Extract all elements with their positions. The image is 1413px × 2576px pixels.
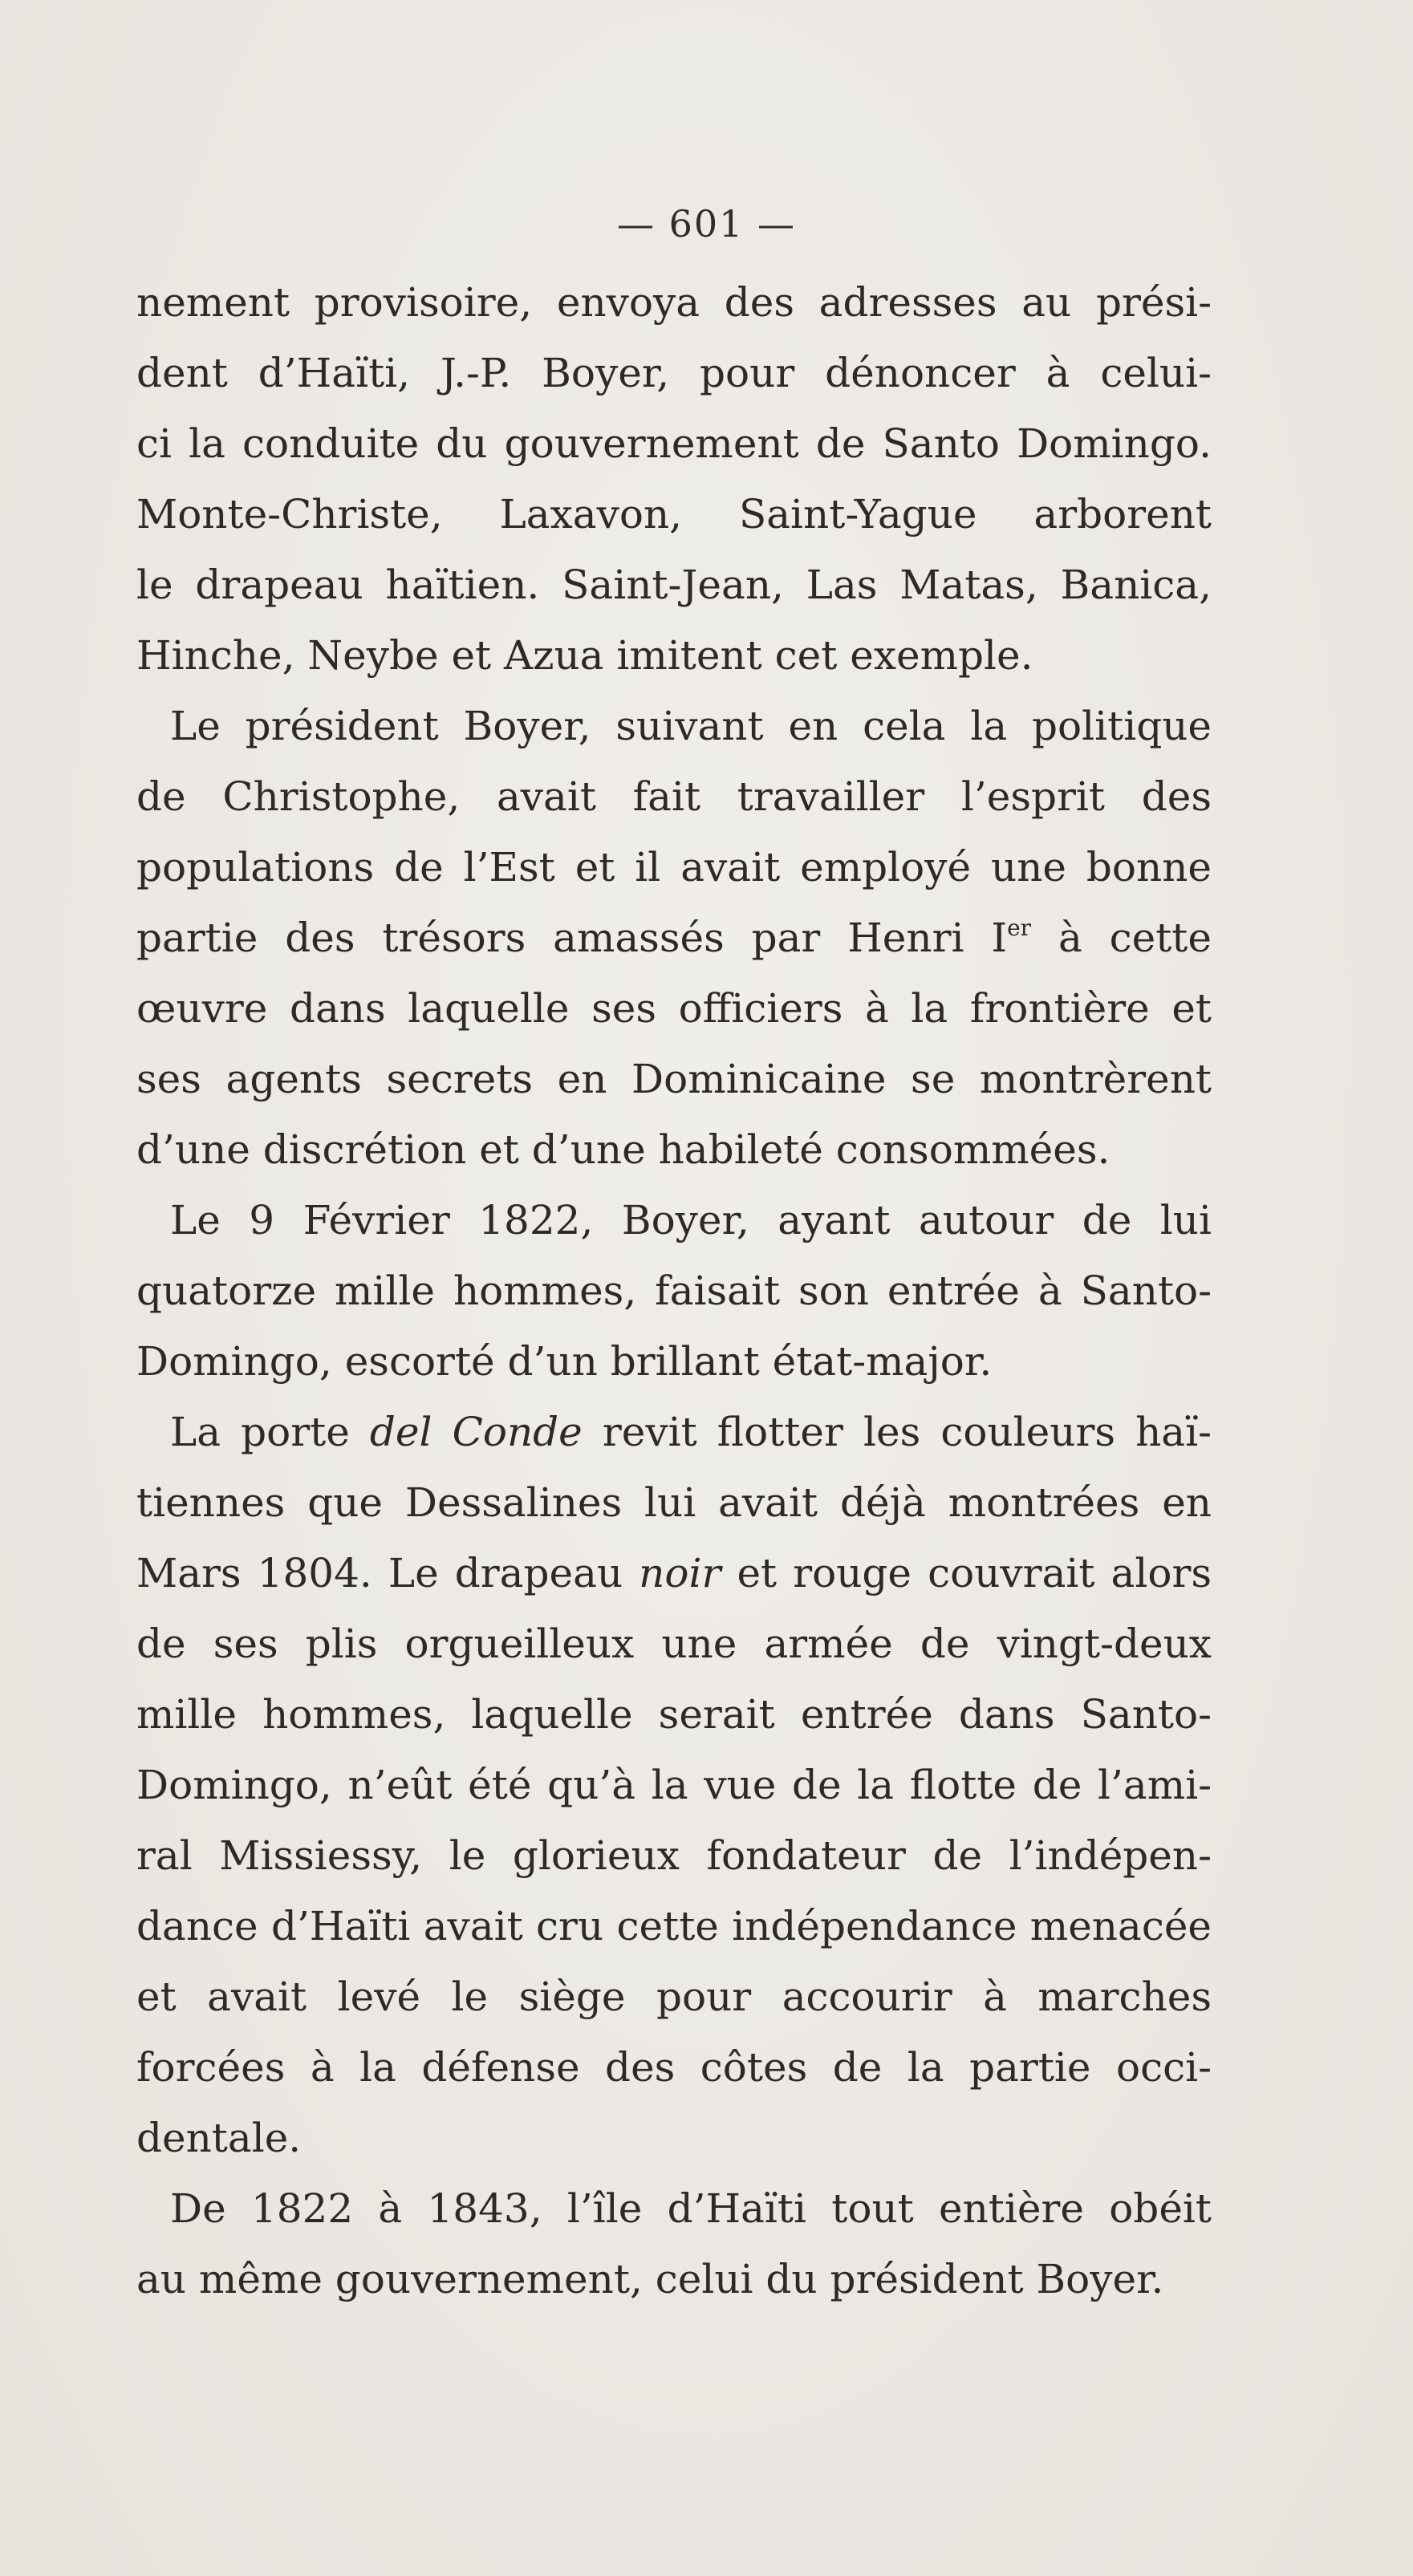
- text-line: [136, 1538, 1212, 1608]
- text-line: Le président Boyer, suivant en cela la politique: [170, 703, 1212, 749]
- text-line: Domingo, escorté d’un brillant état-major.: [136, 1338, 993, 1385]
- text-segment: Mars 1804. Le drapeau: [136, 1550, 640, 1596]
- text-line: quatorze mille hommes, faisait son entrée à Santo-: [136, 1268, 1212, 1314]
- text-line: forcées à la défense des côtes de la partie occi-: [136, 2044, 1212, 2091]
- text-line: le drapeau haïtien. Saint-Jean, Las Matas, Banica,: [136, 562, 1212, 608]
- text-line: Monte-Christe, Laxavon, Saint-Yague arborent: [136, 491, 1212, 538]
- text-line: de Christophe, avait fait travailler l’esprit des: [136, 773, 1212, 820]
- body-text: [136, 267, 1212, 2314]
- text-segment: partie des trésors amassés par Henri I: [136, 915, 1008, 961]
- text-line: et avait levé le siège pour accourir à marches: [136, 1974, 1212, 2020]
- text-line: tiennes que Dessalines lui avait déjà montrées en: [136, 1479, 1212, 1526]
- text-line: d’une discrétion et d’une habileté consommées.: [136, 1126, 1111, 1173]
- text-line: dent d’Haïti, J.-P. Boyer, pour dénoncer à celui-: [136, 350, 1212, 396]
- superscript: er: [1007, 915, 1032, 941]
- text-line: dentale.: [136, 2115, 302, 2161]
- text-line: [136, 1397, 1212, 1467]
- text-line: ses agents secrets en Dominicaine se montrèrent: [136, 1056, 1212, 1102]
- text-line: Le 9 Février 1822, Boyer, ayant autour de lui: [170, 1197, 1212, 1243]
- page-number: — 601 —: [616, 202, 797, 245]
- text-line: Hinche, Neybe et Azua imitent cet exemple.: [136, 632, 1033, 679]
- text-segment: La porte: [170, 1409, 370, 1455]
- text-segment: revit flotter les couleurs haï-: [582, 1409, 1212, 1455]
- text-line: ci la conduite du gouvernement de Santo Domingo.: [136, 420, 1212, 467]
- text-segment: et rouge couvrait alors: [721, 1550, 1212, 1596]
- text-line: ral Missiessy, le glorieux fondateur de l’indépen-: [136, 1832, 1212, 1879]
- text-line: Domingo, n’eût été qu’à la vue de la flotte de l’ami-: [136, 1762, 1212, 1808]
- text-line: œuvre dans laquelle ses officiers à la frontière et: [136, 985, 1212, 1032]
- text-line: populations de l’Est et il avait employé une bonne: [136, 844, 1212, 890]
- text-line: mille hommes, laquelle serait entrée dans Santo-: [136, 1691, 1212, 1738]
- text-line: nement provisoire, envoya des adresses au prési-: [136, 279, 1212, 326]
- italic-text: noir: [639, 1550, 721, 1596]
- italic-text: del Conde: [369, 1409, 583, 1455]
- text-line: [136, 903, 1212, 973]
- text-line: de ses plis orgueilleux une armée de vingt-deux: [136, 1621, 1212, 1667]
- text-line: De 1822 à 1843, l’île d’Haïti tout entière obéit: [170, 2185, 1212, 2232]
- text-segment: à cette: [1031, 915, 1212, 961]
- text-line: au même gouvernement, celui du président Boyer.: [136, 2256, 1164, 2302]
- text-line: dance d’Haïti avait cru cette indépendance menacée: [136, 1903, 1212, 1949]
